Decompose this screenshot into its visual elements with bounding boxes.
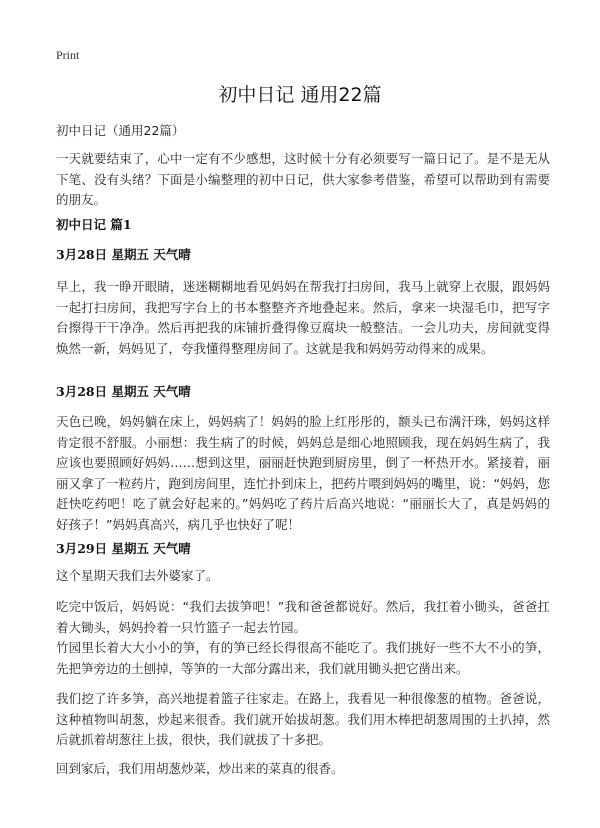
print-label: Print xyxy=(56,48,80,62)
entry-date-heading: 3月29日 星期五 天气晴 xyxy=(56,541,191,556)
section-heading: 初中日记 篇1 xyxy=(56,217,132,232)
entry-paragraph: 吃完中饭后，妈妈说：“我们去拔笋吧！”我和爸爸都说好。然后，我扛着小锄头，爸爸扛着大锄头，妈妈拎着一只竹篮子一起去竹园。 xyxy=(56,599,550,635)
entry-paragraph: 我们挖了许多笋，高兴地提着篮子往家走。在路上，我看见一种很像葱的植物。爸爸说，这种植物叫胡葱，炒起来很香。我们就开始拔胡葱。我们用木棒把胡葱周围的土扒掉，然后就抓着胡葱往上拔，很快，我们就拔了十多把。 xyxy=(56,691,550,747)
document-title: 初中日记 通用22篇 xyxy=(218,84,382,106)
entry-date-heading: 3月28日 星期五 天气晴 xyxy=(56,384,191,399)
entry-date-heading: 3月28日 星期五 天气晴 xyxy=(56,247,191,262)
entry-paragraph: 这个星期天我们去外婆家了。 xyxy=(56,568,219,583)
entry-paragraph: 早上，我一睁开眼睛，迷迷糊糊地看见妈妈在帮我打扫房间，我马上就穿上衣服，跟妈妈一起打扫房间，我把写字台上的书本整整齐齐地叠起来。然后，拿来一块湿毛巾，把写字台擦得干干净净。然后再把我的床铺折叠得像豆腐块一般整洁。一会儿功夫，房间就变得焕然一新，妈妈见了，夸我懂得整理房间了。这就是我和妈妈劳动得来的成果。 xyxy=(56,279,550,356)
document-subtitle: 初中日记（通用22篇） xyxy=(56,123,185,138)
intro-paragraph: 一天就要结束了，心中一定有不少感想，这时候十分有必须要写一篇日记了。是不是无从下笔、没有头绪？下面是小编整理的初中日记，供大家参考借鉴，希望可以帮助到有需要的朋友。 xyxy=(56,151,550,207)
entry-paragraph: 回到家后，我们用胡葱炒菜，炒出来的菜真的很香。 xyxy=(56,761,344,776)
entry-paragraph: 竹园里长着大大小小的笋，有的笋已经长得很高不能吃了。我们挑好一些不大不小的笋，先把笋旁边的土刨掉，等笋的一大部分露出来，我们就用锄头把它凿出来。 xyxy=(56,640,550,676)
entry-paragraph: 天色已晚，妈妈躺在床上，妈妈病了！妈妈的脸上红彤彤的，额头已布满汗珠，妈妈这样肯定很不舒服。小丽想：我生病了的时候，妈妈总是细心地照顾我，现在妈妈生病了，我应该也要照顾好妈妈……想到这里，丽丽赶快跑到厨房里，倒了一杯热开水。紧接着，丽丽又拿了一粒药片，跑到房间里，连忙扑到床上，把药片喂到妈妈的嘴里，说：“妈妈，您赶快吃药吧！吃了就会好起来的。”妈妈吃了药片后高兴地说：“丽丽长大了，真是妈妈的好孩子！”妈妈真高兴，病几乎也快好了呢！ xyxy=(56,414,550,532)
